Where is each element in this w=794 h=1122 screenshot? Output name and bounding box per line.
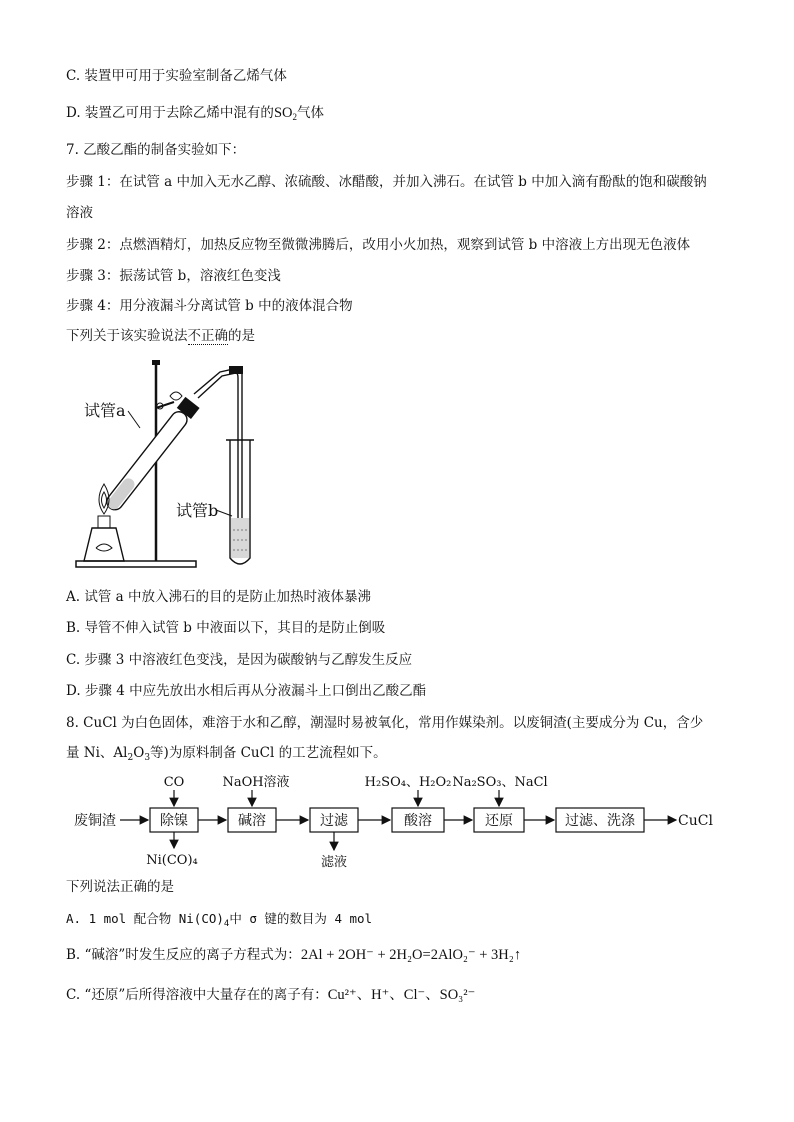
flow-output: CuCl xyxy=(678,813,713,829)
q7-step4: 步骤 4：用分液漏斗分离试管 b 中的液体混合物 xyxy=(66,298,353,314)
alkali-equation: 2Al + 2OH⁻ + 2H₂O=2AlO₂⁻ + 3H₂↑ xyxy=(300,947,522,963)
svg-text:还原: 还原 xyxy=(485,813,513,829)
q7-step1: 步骤 1：在试管 a 中加入无水乙醇、浓硫酸、冰醋酸，并加入沸石。在试管 b 中加入滴有酚酞的饱和碳酸钠 xyxy=(66,174,707,190)
flow-add-naoh: NaOH溶液 xyxy=(222,775,290,790)
svg-text:过滤、洗涤: 过滤、洗涤 xyxy=(565,813,635,829)
q7-step2: 步骤 2：点燃酒精灯，加热反应物至微微沸腾后，改用小火加热，观察到试管 b 中溶液上方出现无色液体 xyxy=(66,237,691,253)
q7-stem: 7. 乙酸乙酯的制备实验如下： xyxy=(66,142,246,158)
q8-stem-line1: 8. CuCl 为白色固体，难溶于水和乙醇，潮湿时易被氧化，常用作媒染剂。以废铜渣(主要成分为 Cu，含少 xyxy=(66,715,704,731)
svg-text:酸溶: 酸溶 xyxy=(404,813,432,829)
label-test-tube-b: 试管b xyxy=(176,501,219,520)
q6-option-d-text: D. 装置乙可用于去除乙烯中混有的 xyxy=(66,105,274,121)
flow-add-reducer: Na₂SO₃、NaCl xyxy=(452,775,548,790)
q7-step1-cont: 溶液 xyxy=(66,205,93,221)
flow-input: 废铜渣 xyxy=(74,813,116,829)
apparatus-figure xyxy=(70,358,280,576)
q7-option-a: A. 试管 a 中放入沸石的目的是防止加热时液体暴沸 xyxy=(66,589,371,605)
q7-option-d: D. 步骤 4 中应先放出水相后再从分液漏斗上口倒出乙酸乙酯 xyxy=(66,683,427,699)
q6-option-d xyxy=(66,104,324,126)
ion-list: Cu²⁺、H⁺、Cl⁻、SO₃²⁻ xyxy=(327,987,476,1003)
process-flow-diagram xyxy=(66,766,726,874)
svg-text:过滤: 过滤 xyxy=(320,813,348,829)
q8-stem-line2: 量 Ni、$Al_2O_3$等)为原料制备 CuCl 的工艺流程如下。 xyxy=(66,745,387,763)
q7-step3: 步骤 3：振荡试管 b，溶液红色变浅 xyxy=(66,268,281,284)
q8-option-b: B. “碱溶”时发生反应的离子方程式为：2Al + 2OH⁻ + 2H₂O=2AlO₂⁻ + 3H₂↑ xyxy=(66,947,522,963)
flow-add-acid: H₂SO₄、H₂O₂ xyxy=(364,775,452,790)
q7-question: 下列关于该实验说法不正确的是 xyxy=(66,328,255,344)
flow-out-nico4: Ni(CO)₄ xyxy=(146,853,198,868)
svg-text:除镍: 除镍 xyxy=(160,813,188,829)
so2-formula: $SO_2$ xyxy=(273,105,297,122)
q8-option-a: A. 1 mol 配合物 $Ni(CO)_4$中 σ 键的数目为 4 mol xyxy=(66,911,373,929)
flow-out-filtrate: 滤液 xyxy=(320,855,348,870)
q6-option-c: C. 装置甲可用于实验室制备乙烯气体 xyxy=(66,68,287,84)
q7-option-c: C. 步骤 3 中溶液红色变浅，是因为碳酸钠与乙醇发生反应 xyxy=(66,652,413,668)
q8-question: 下列说法正确的是 xyxy=(66,879,174,895)
emphasis-not-correct: 不正确 xyxy=(187,328,228,344)
q7-option-b: B. 导管不伸入试管 b 中液面以下，其目的是防止倒吸 xyxy=(66,620,386,636)
flow-add-co: CO xyxy=(163,775,185,790)
q6-option-d-tail: 气体 xyxy=(296,105,324,121)
svg-text:碱溶: 碱溶 xyxy=(238,813,266,829)
label-test-tube-a: 试管a xyxy=(84,401,126,420)
q8-option-c: C. “还原”后所得溶液中大量存在的离子有：Cu²⁺、H⁺、Cl⁻、SO₃²⁻ xyxy=(66,987,476,1003)
